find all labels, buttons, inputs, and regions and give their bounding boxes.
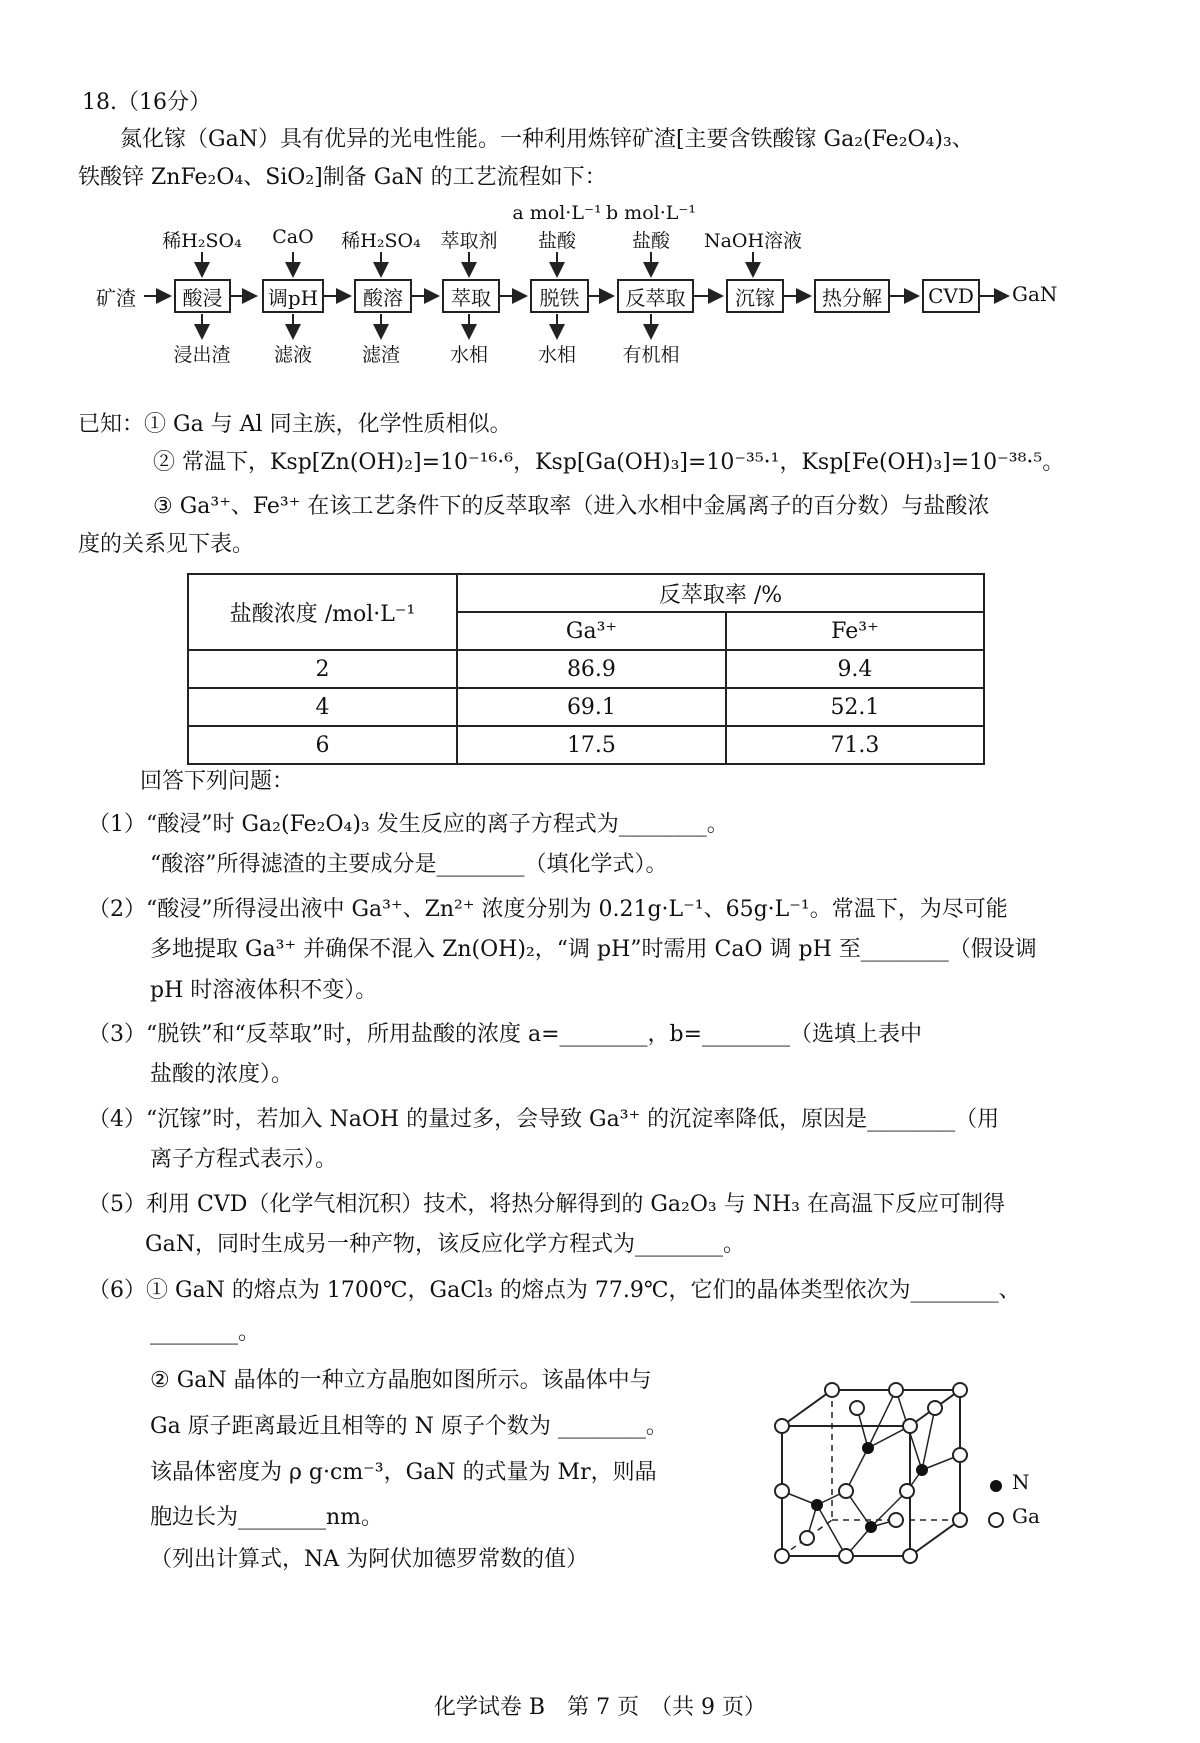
table-row [188,726,984,764]
question-6-c-5: （列出计算式，NA 为阿伏加德罗常数的值） [150,1547,589,1572]
table-cell: 17.5 [457,726,726,764]
question-4-a: （4）“沉镓”时，若加入 NaOH 的量过多，会导致 Ga³⁺ 的沉淀率降低，原因是________（用 [88,1107,1000,1132]
flow-step-thermal-decompose: 热分解 [814,279,890,313]
table-subheader-fe: Fe³⁺ [726,612,984,650]
flow-step-precipitate-ga: 沉镓 [726,279,784,313]
flow-step-de-iron: 脱铁 [530,279,589,313]
question-6-b: ________。 [150,1320,261,1345]
flow-step-acid-dissolve: 酸溶 [354,279,412,313]
known-2: ② 常温下，Ksp[Zn(OH)₂]=10⁻¹⁶·⁶，Ksp[Ga(OH)₃]=10⁻³⁵·¹，Ksp[Fe(OH)₃]=10⁻³⁸·⁵。 [153,450,1065,475]
flow-top-5-conc: a mol·L⁻¹ [512,202,602,224]
question-2-c: pH 时溶液体积不变）。 [150,978,378,1003]
question-1-a: （1）“酸浸”时 Ga₂(Fe₂O₄)₃ 发生反应的离子方程式为________。 [88,812,729,837]
flow-step-back-extract: 反萃取 [617,279,694,313]
table-header-concentration: 盐酸浓度 /mol·L⁻¹ [188,574,457,650]
question-6-c-4: 胞边长为________nm。 [150,1505,384,1530]
question-2-a: （2）“酸浸”所得浸出液中 Ga³⁺、Zn²⁺ 浓度分别为 0.21g·L⁻¹、65g·L⁻¹。常温下，为尽可能 [88,897,1008,922]
flow-bottom-3: 滤渣 [361,344,401,366]
flow-top-7: NaOH溶液 [703,230,803,252]
questions-prompt: 回答下列问题： [140,769,295,794]
flow-bottom-1: 浸出渣 [173,344,231,366]
flow-end: GaN [1012,282,1058,306]
flow-top-5: 盐酸 [537,230,577,252]
flow-bottom-6: 有机相 [622,344,680,366]
question-3-b: 盐酸的浓度）。 [150,1062,294,1087]
process-flow [0,200,1200,370]
flow-top-3: 稀H₂SO₄ [341,230,421,252]
intro-line-1: 氮化镓（GaN）具有优异的光电性能。一种利用炼锌矿渣[主要含铁酸镓 Ga₂(Fe₂O₄)₃、 [120,127,974,152]
table-cell: 86.9 [457,650,726,688]
table-cell: 9.4 [726,650,984,688]
flow-start: 矿渣 [96,286,136,310]
back-extraction-table [187,573,985,765]
table-cell: 69.1 [457,688,726,726]
question-5-a: （5）利用 CVD（化学气相沉积）技术，将热分解得到的 Ga₂O₃ 与 NH₃ 在高温下反应可制得 [88,1192,1005,1217]
question-number: 18.（16分） [82,90,211,115]
table-row [188,688,984,726]
flow-step-cvd: CVD [922,279,980,313]
legend-ga-label: Ga [1012,1504,1040,1528]
question-6-c-3: 该晶体密度为 ρ g·cm⁻³，GaN 的式量为 Mr，则晶 [150,1460,657,1485]
question-4-b: 离子方程式表示）。 [150,1147,338,1172]
flow-bottom-4: 水相 [449,344,489,366]
flow-top-2: CaO [272,226,314,248]
flow-top-1: 稀H₂SO₄ [162,230,242,252]
flow-top-6: 盐酸 [631,230,671,252]
table-cell: 4 [188,688,457,726]
question-2-b: 多地提取 Ga³⁺ 并确保不混入 Zn(OH)₂，“调 pH”时需用 CaO 调 pH 至________（假设调 [150,937,1037,962]
flow-top-6-conc: b mol·L⁻¹ [605,202,697,224]
known-3-line-2: 度的关系见下表。 [78,532,255,557]
question-1-b: “酸溶”所得滤渣的主要成分是________（填化学式）。 [150,852,668,877]
legend-n-label: N [1012,1470,1030,1494]
flow-step-acid-leach: 酸浸 [174,279,231,313]
question-6-c-2: Ga 原子距离最近且相等的 N 原子个数为 ________。 [150,1414,668,1439]
intro-line-2: 铁酸锌 ZnFe₂O₄、SiO₂]制备 GaN 的工艺流程如下： [78,165,607,190]
table-cell: 2 [188,650,457,688]
table-cell: 52.1 [726,688,984,726]
flow-bottom-2: 滤液 [273,344,313,366]
flow-top-4: 萃取剂 [440,230,498,252]
gan-unit-cell-figure [760,1380,1080,1580]
question-5-b: GaN，同时生成另一种产物，该反应化学方程式为________。 [145,1232,745,1257]
flow-step-extract: 萃取 [442,279,500,313]
question-3-a: （3）“脱铁”和“反萃取”时，所用盐酸的浓度 a=________，b=________（选填上表中 [88,1022,923,1047]
table-cell: 6 [188,726,457,764]
question-6-c-1: ② GaN 晶体的一种立方晶胞如图所示。该晶体中与 [150,1368,652,1393]
known-3-line-1: ③ Ga³⁺、Fe³⁺ 在该工艺条件下的反萃取率（进入水相中金属离子的百分数）与盐酸浓 [153,494,990,519]
table-cell: 71.3 [726,726,984,764]
known-1: 已知：① Ga 与 Al 同主族，化学性质相似。 [78,412,512,437]
flow-step-adjust-ph: 调pH [262,279,324,313]
question-6-a: （6）① GaN 的熔点为 1700℃，GaCl₃ 的熔点为 77.9℃，它们的晶体类型依次为________、 [88,1278,1021,1303]
page-footer: 化学试卷 B 第 7 页 （共 9 页） [433,1695,767,1720]
table-header-rate: 反萃取率 /% [457,574,984,612]
flow-bottom-5: 水相 [537,344,577,366]
table-subheader-ga: Ga³⁺ [457,612,726,650]
table-row [188,650,984,688]
